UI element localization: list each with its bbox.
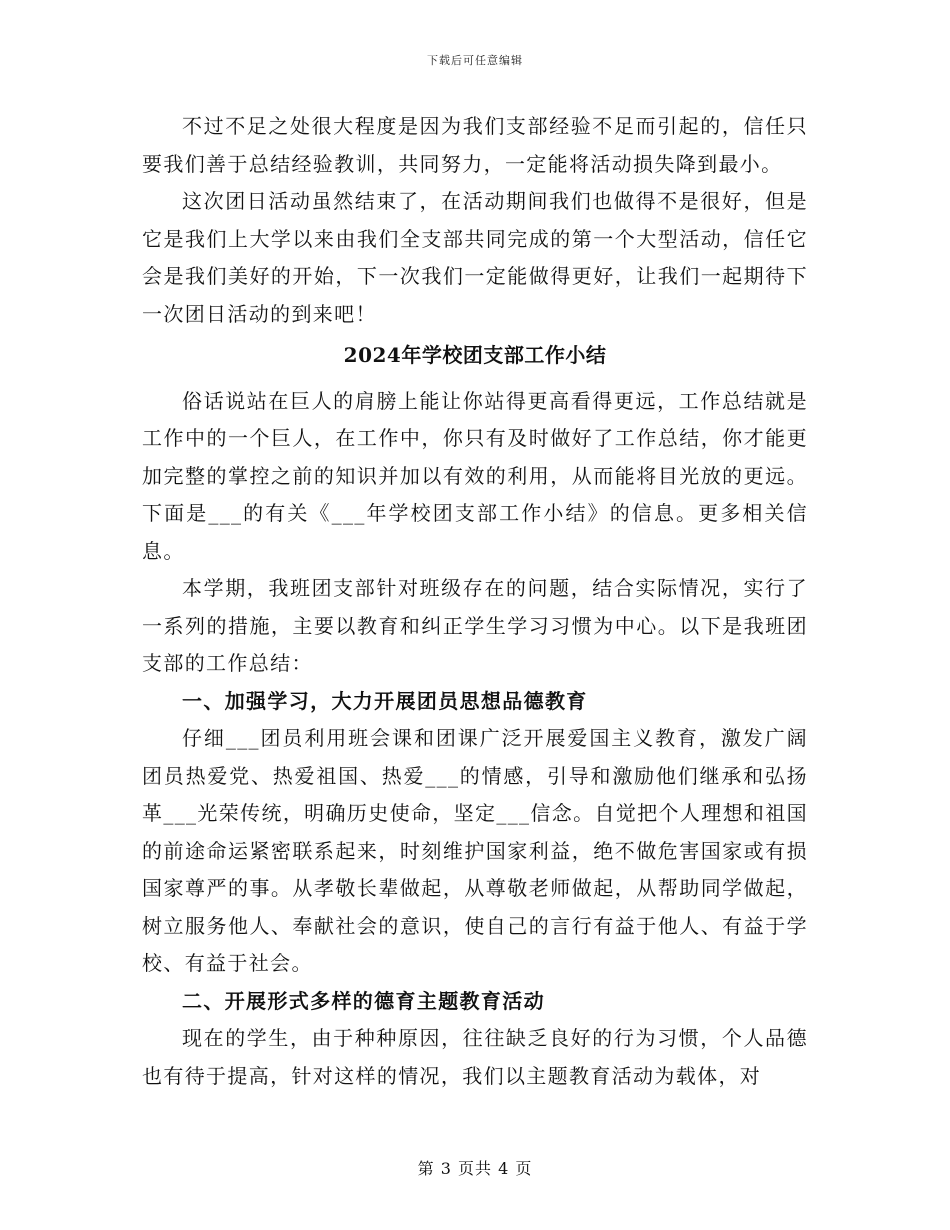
section-heading-1: 一、加强学习，大力开展团员思想品德教育 xyxy=(182,688,588,713)
paragraph-4: 本学期，我班团支部针对班级存在的问题，结合实际情况，实行了一系列的措施，主要以教育和纠正学生学习习惯为中心。以下是我班团支部的工作总结： xyxy=(142,576,808,675)
paragraph-2: 这次团日活动虽然结束了，在活动期间我们也做得不是很好，但是它是我们上大学以来由我们全支部共同完成的第一个大型活动，信任它会是我们美好的开始，下一次我们一定能做得更好，让我们一起期待下一次团日活动的到来吧！ xyxy=(142,189,808,326)
paragraph-5: 仔细___团员利用班会课和团课广泛开展爱国主义教育，激发广阔团员热爱党、热爱祖国、热爱___的情感，引导和激励他们继承和弘扬革___光荣传统，明确历史使命，坚定___信念。自觉把个人理想和祖国的前途命运紧密联系起来，时刻维护国家利益，绝不做危害国家或有损国家尊严的事。从孝敬长辈做起，从尊敬老师做起，从帮助同学做起，树立服务他人、奉献社会的意识，使自己的言行有益于他人、有益于学校、有益于社会。 xyxy=(142,726,808,975)
paragraph-6: 现在的学生，由于种种原因，往往缺乏良好的行为习惯，个人品德也有待于提高，针对这样的情况，我们以主题教育活动为载体，对 xyxy=(142,1026,808,1088)
document-title: 2024年学校团支部工作小结 xyxy=(343,343,607,367)
page-header: 下载后可任意编辑 xyxy=(427,54,523,67)
document-body xyxy=(142,108,808,1095)
paragraph-1: 不过不足之处很大程度是因为我们支部经验不足而引起的，信任只要我们善于总结经验教训，共同努力，一定能将活动损失降到最小。 xyxy=(142,114,808,176)
page-footer: 第 3 页共 4 页 xyxy=(417,1159,533,1178)
section-heading-2: 二、开展形式多样的德育主题教育活动 xyxy=(182,988,545,1013)
paragraph-3: 俗话说站在巨人的肩膀上能让你站得更高看得更远，工作总结就是工作中的一个巨人，在工作中，你只有及时做好了工作总结，你才能更加完整的掌控之前的知识并加以有效的利用，从而能将目光放的更远。下面是___的有关《___年学校团支部工作小结》的信息。更多相关信息。 xyxy=(142,388,808,563)
